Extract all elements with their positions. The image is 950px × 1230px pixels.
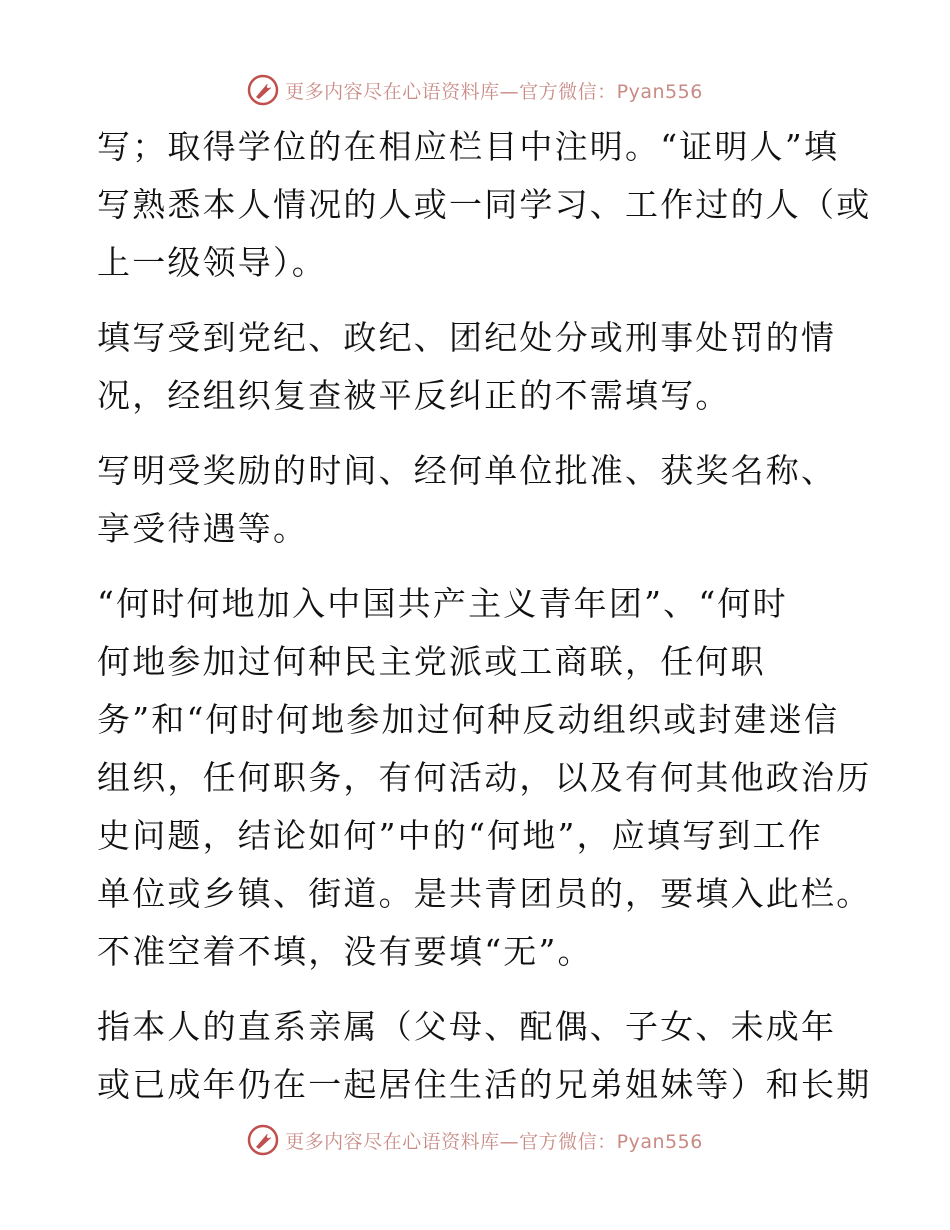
text-line: 务”和“何时何地参加过何种反动组织或封建迷信 [97,700,840,739]
text-line: 写明受奖励的时间、经何单位批准、获奖名称、 [97,451,837,490]
document-body [97,118,872,1131]
watermark-header [0,72,950,108]
text-line: 享受待遇等。 [97,509,309,548]
text-line: 填写受到党纪、政纪、团纪处分或刑事处罚的情 [97,318,837,357]
paragraph-awards-note [97,442,857,558]
text-line: 单位或乡镇、街道。是共青团员的，要填入此栏。 [97,874,872,913]
text-line: 或已成年仍在一起居住生活的兄弟姐妹等）和长期 [97,1065,872,1104]
watermark-footer [0,1122,950,1158]
text-line: 组织，任何职务，有何活动，以及有何其他政治历 [97,758,872,797]
text-line: 况，经组织复查被平反纠正的不需填写。 [97,376,731,415]
paragraph-education-note [97,118,872,292]
text-line: 史问题，结论如何”中的“何地”，应填写到工作 [97,816,824,855]
paragraph-discipline-note [97,309,857,425]
text-line: 写；取得学位的在相应栏目中注明。“证明人”填 [97,127,840,166]
text-line: “何时何地加入中国共产主义青年团”、“何时 [97,584,788,623]
text-line: 写熟悉本人情况的人或一同学习、工作过的人（或 [97,185,872,224]
pen-nib-logo-icon [247,1124,279,1156]
paragraph-relatives-note [97,998,872,1114]
text-line: 指本人的直系亲属（父母、配偶、子女、未成年 [97,1007,837,1046]
text-line: 不准空着不填，没有要填“无”。 [97,932,593,971]
watermark-text: 更多内容尽在心语资料库—官方微信：Pyan556 [285,1130,703,1153]
text-line: 上一级领导）。 [97,243,327,282]
paragraph-political-history-note [97,575,872,981]
text-line: 何地参加过何种民主党派或工商联，任何职 [97,642,766,681]
pen-nib-logo-icon [247,74,279,106]
watermark-text: 更多内容尽在心语资料库—官方微信：Pyan556 [285,80,703,103]
